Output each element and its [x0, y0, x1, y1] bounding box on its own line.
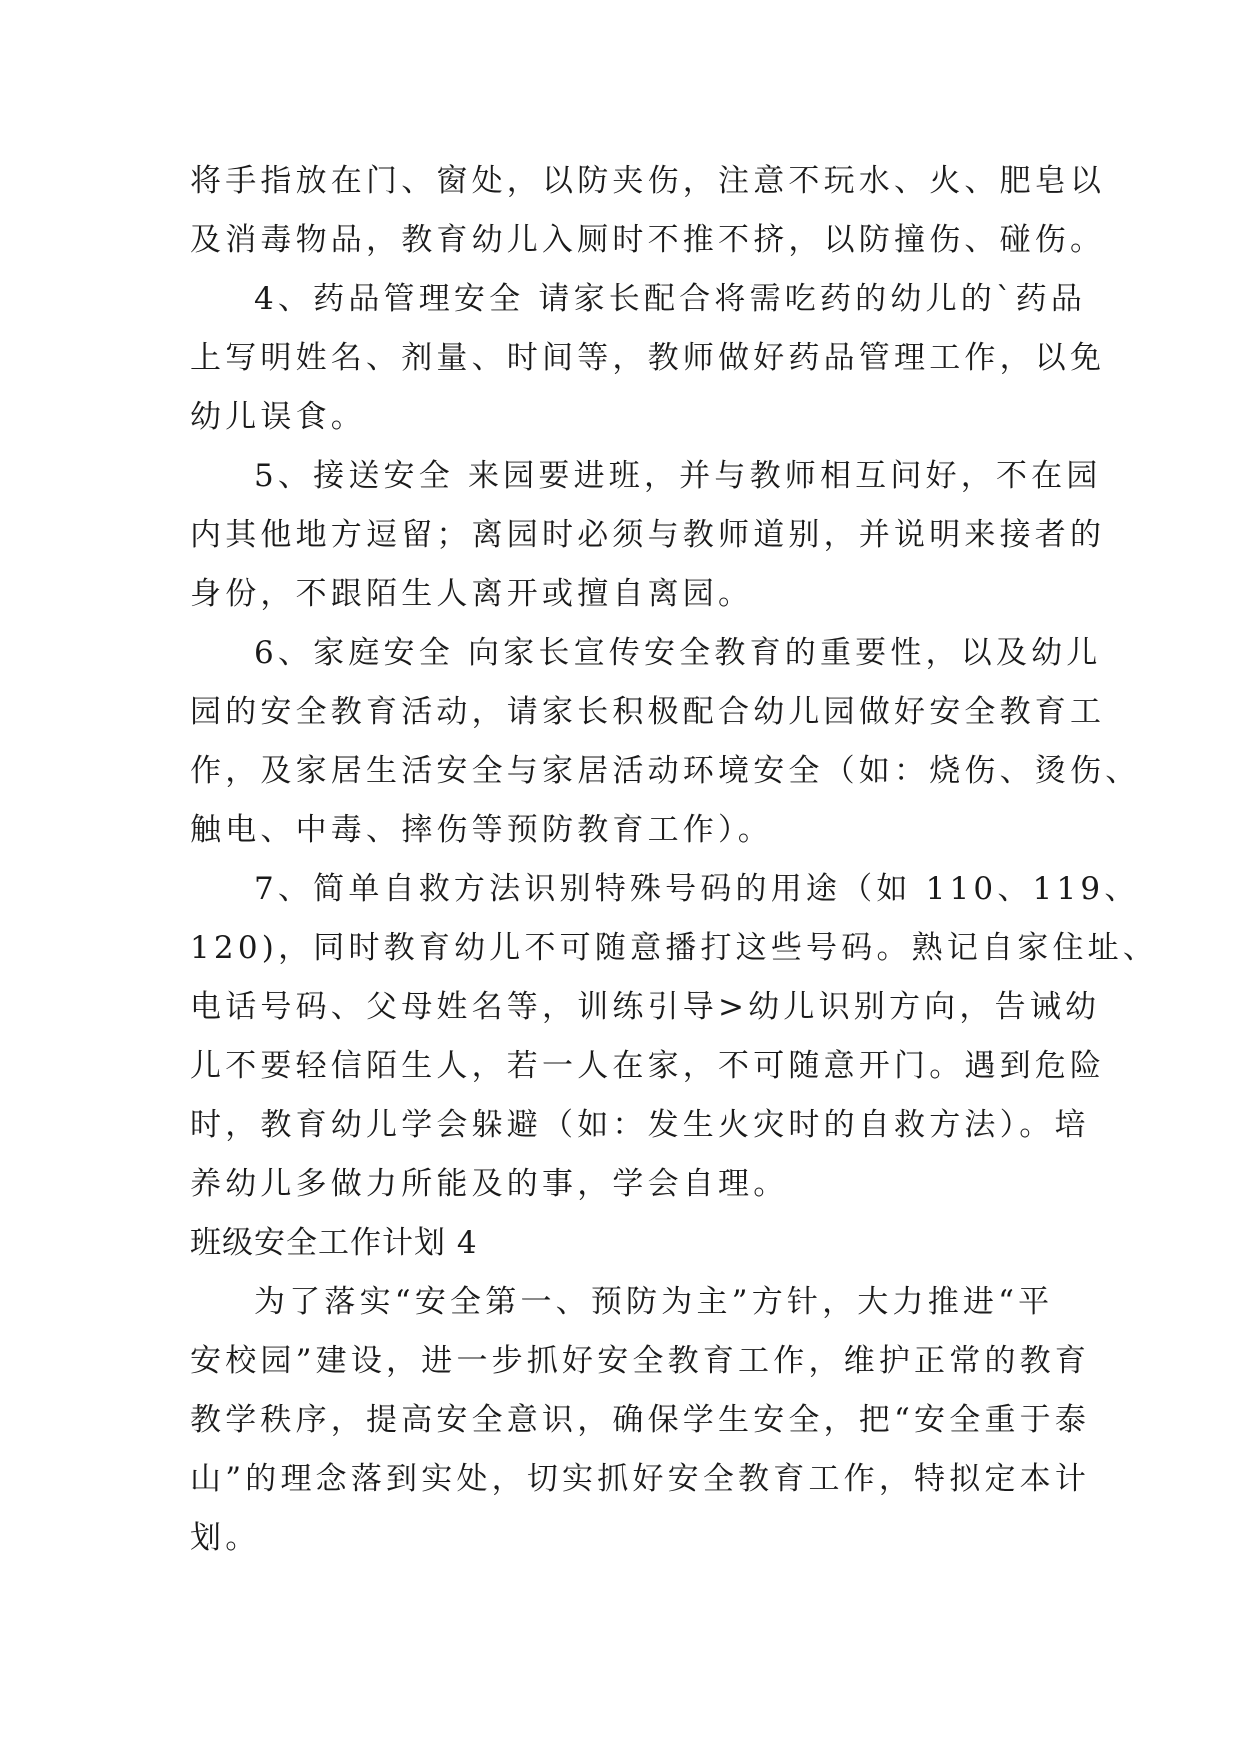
section-heading: 班级安全工作计划 4	[190, 1225, 478, 1261]
paragraph-start-line: 为了落实“安全第一、预防为主”方针，大力推进“平	[254, 1284, 1054, 1320]
text-line: 养幼儿多做力所能及的事，学会自理。	[190, 1166, 789, 1202]
paragraph-start-line: 5、接送安全 来园要进班，并与教师相互问好，不在园	[254, 458, 1102, 494]
paragraph-start-line: 6、家庭安全 向家长宣传安全教育的重要性，以及幼儿	[254, 635, 1102, 671]
body-text	[190, 152, 1159, 1568]
text-line: 时，教育幼儿学会躲避（如：发生火灾时的自救方法）。培	[190, 1107, 1090, 1143]
text-line: 园的安全教育活动，请家长积极配合幼儿园做好安全教育工	[190, 694, 1106, 730]
text-line: 内其他地方逗留；离园时必须与教师道别，并说明来接者的	[190, 517, 1106, 553]
text-line: 120)，同时教育幼儿不可随意播打这些号码。熟记自家住址、	[190, 930, 1159, 966]
text-line: 山”的理念落到实处，切实抓好安全教育工作，特拟定本计	[190, 1461, 1091, 1497]
paragraph-start-line: 4、药品管理安全 请家长配合将需吃药的幼儿的`药品	[254, 281, 1087, 317]
paragraph-start-line: 7、简单自救方法识别特殊号码的用途（如 110、119、	[254, 871, 1140, 907]
text-line: 将手指放在门、窗处，以防夹伤，注意不玩水、火、肥皂以	[190, 163, 1106, 199]
text-line: 划。	[190, 1520, 261, 1556]
text-line: 教学秩序，提高安全意识，确保学生安全，把“安全重于泰	[190, 1402, 1091, 1438]
text-line: 上写明姓名、剂量、时间等，教师做好药品管理工作，以免	[190, 340, 1106, 376]
text-line: 电话号码、父母姓名等，训练引导>幼儿识别方向，告诫幼	[190, 989, 1101, 1025]
text-line: 作，及家居生活安全与家居活动环境安全（如：烧伤、烫伤、	[190, 753, 1141, 789]
text-line: 触电、中毒、摔伤等预防教育工作）。	[190, 812, 773, 848]
text-line: 及消毒物品，教育幼儿入厕时不推不挤，以防撞伤、碰伤。	[190, 222, 1106, 258]
text-line: 儿不要轻信陌生人，若一人在家，不可随意开门。遇到危险	[190, 1048, 1106, 1084]
text-line: 安校园”建设，进一步抓好安全教育工作，维护正常的教育	[190, 1343, 1091, 1379]
text-line: 幼儿误食。	[190, 399, 366, 435]
text-line: 身份，不跟陌生人离开或擅自离园。	[190, 576, 754, 612]
